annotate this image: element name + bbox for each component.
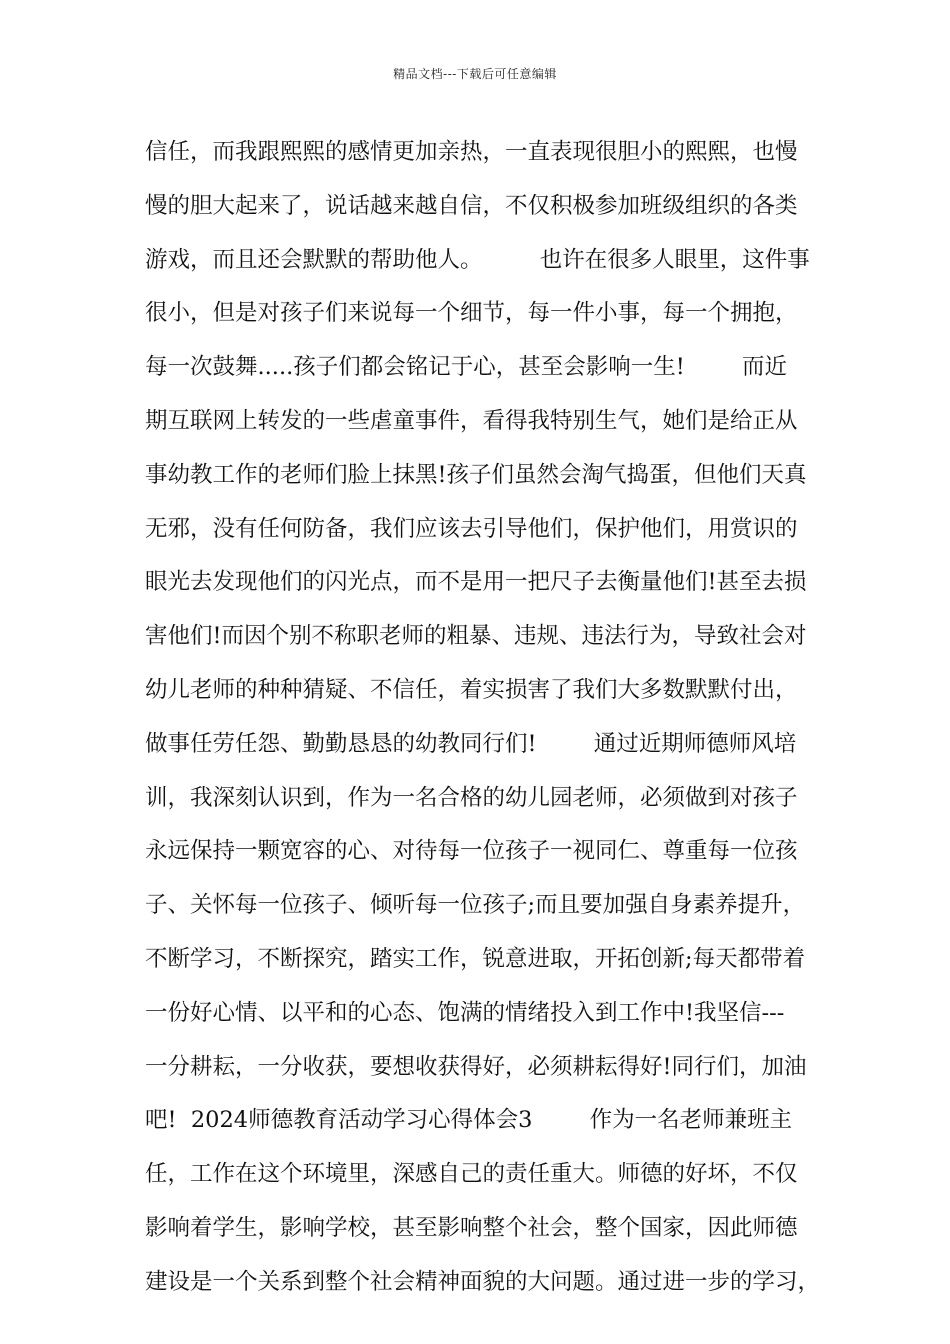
page-header: 精品文档---下载后可任意编辑 xyxy=(393,67,557,81)
text-line: 训，我深刻认识到，作为一名合格的幼儿园老师，必须做到对孩子 xyxy=(145,784,798,811)
text-line: 一份好心情、以平和的心态、饱满的情绪投入到工作中!我坚信--- xyxy=(145,999,785,1026)
text-line: 建设是一个关系到整个社会精神面貌的大问题。通过进一步的学习， xyxy=(145,1268,821,1295)
text-line: 眼光去发现他们的闪光点，而不是用一把尺子去衡量他们!甚至去损 xyxy=(145,569,807,596)
text-line: 慢的胆大起来了，说话越来越自信，不仅积极参加班级组织的各类 xyxy=(145,192,798,219)
text-line: 游戏，而且还会默默的帮助他人。 也许在很多人眼里，这件事 xyxy=(145,246,810,273)
text-line: 害他们!而因个别不称职老师的粗暴、违规、违法行为，导致社会对 xyxy=(145,623,807,650)
text-line: 永远保持一颗宽容的心、对待每一位孩子一视同仁、尊重每一位孩 xyxy=(145,838,798,865)
text-line: 期互联网上转发的一些虐童事件，看得我特别生气，她们是给正从 xyxy=(145,407,798,434)
text-line: 吧! 2024师德教育活动学习心得体会3 作为一名老师兼班主 xyxy=(145,1107,793,1134)
body-text xyxy=(145,130,845,1314)
text-line: 每一次鼓舞.....孩子们都会铭记于心，甚至会影响一生! 而近 xyxy=(145,354,788,381)
text-line: 幼儿老师的种种猜疑、不信任，着实损害了我们大多数默默付出， xyxy=(145,676,798,703)
text-line: 信任，而我跟熙熙的感情更加亲热，一直表现很胆小的熙熙，也慢 xyxy=(145,139,798,165)
text-line: 很小，但是对孩子们来说每一个细节，每一件小事，每一个拥抱， xyxy=(145,300,798,327)
text-line: 一分耕耘，一分收获，要想收获得好，必须耕耘得好!同行们，加油 xyxy=(145,1053,807,1080)
text-line: 子、关怀每一位孩子、倾听每一位孩子;而且要加强自身素养提升， xyxy=(145,892,806,919)
text-line: 任，工作在这个环境里，深感自己的责任重大。师德的好坏，不仅 xyxy=(145,1161,798,1188)
text-line: 无邪，没有任何防备，我们应该去引导他们，保护他们，用赏识的 xyxy=(145,515,798,542)
text-line: 事幼教工作的老师们脸上抹黑!孩子们虽然会淘气捣蛋，但他们天真 xyxy=(145,461,807,488)
text-line: 影响着学生，影响学校，甚至影响整个社会，整个国家，因此师德 xyxy=(145,1214,798,1241)
text-line: 做事任劳任怨、勤勤恳恳的幼教同行们! 通过近期师德师风培 xyxy=(145,730,797,757)
text-line: 不断学习，不断探究，踏实工作，锐意进取，开拓创新;每天都带着 xyxy=(145,945,806,972)
